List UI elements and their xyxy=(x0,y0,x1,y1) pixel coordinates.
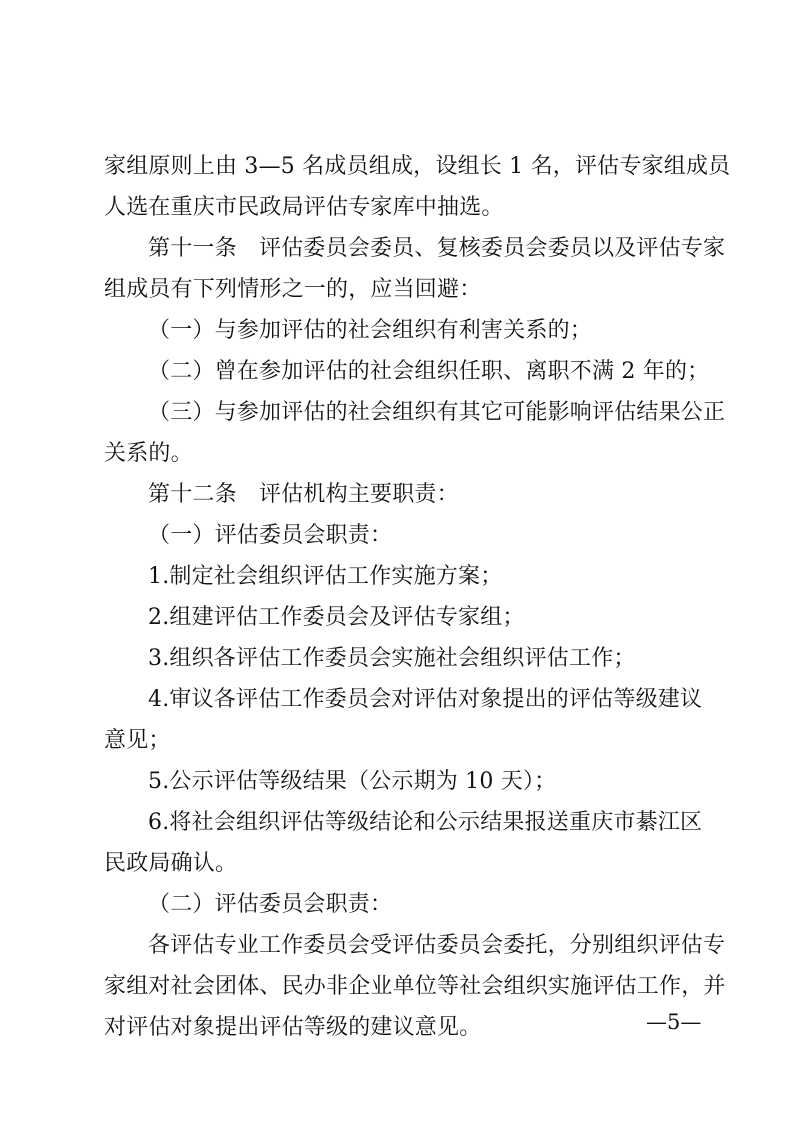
text-line-12: 2.组建评估工作委员会及评估专家组； xyxy=(148,605,525,630)
text-line-16: 5.公示评估等级结果（公示期为 10 天）； xyxy=(148,769,557,794)
text-line-20: 各评估专业工作委员会受评估委员会委托，分别组织评估专 xyxy=(148,933,726,958)
text-line-15: 意见； xyxy=(104,728,171,753)
text-line-9: 第十二条 评估机构主要职责： xyxy=(148,482,459,507)
text-line-14: 4.审议各评估工作委员会对评估对象提出的评估等级建议 xyxy=(148,687,703,712)
text-line-22: 对评估对象提出评估等级的建议意见。 xyxy=(104,1015,482,1040)
text-line-13: 3.组织各评估工作委员会实施社会组织评估工作； xyxy=(148,646,636,671)
text-line-18: 民政局确认。 xyxy=(104,851,238,876)
text-line-7: （三）与参加评估的社会组织有其它可能影响评估结果公正 xyxy=(148,400,726,425)
text-line-2: 人选在重庆市民政局评估专家库中抽选。 xyxy=(104,195,504,220)
text-line-6: （二）曾在参加评估的社会组织任职、离职不满 2 年的； xyxy=(148,359,710,384)
text-line-10: （一）评估委员会职责： xyxy=(148,523,393,548)
text-line-11: 1.制定社会组织评估工作实施方案； xyxy=(148,564,503,589)
text-line-17: 6.将社会组织评估等级结论和公示结果报送重庆市綦江区 xyxy=(148,810,703,835)
text-line-21: 家组对社会团体、民办非企业单位等社会组织实施评估工作，并 xyxy=(104,974,726,999)
text-line-5: （一）与参加评估的社会组织有利害关系的； xyxy=(148,318,593,343)
text-line-19: （二）评估委员会职责： xyxy=(148,892,393,917)
text-line-3: 第十一条 评估委员会委员、复核委员会委员以及评估专家 xyxy=(148,236,726,261)
text-line-8: 关系的。 xyxy=(104,441,193,466)
text-line-1: 家组原则上由 3—5 名成员组成，设组长 1 名，评估专家组成员 xyxy=(104,154,731,179)
text-line-4: 组成员有下列情形之一的，应当回避： xyxy=(104,277,482,302)
page-number: —5— xyxy=(646,1010,702,1034)
